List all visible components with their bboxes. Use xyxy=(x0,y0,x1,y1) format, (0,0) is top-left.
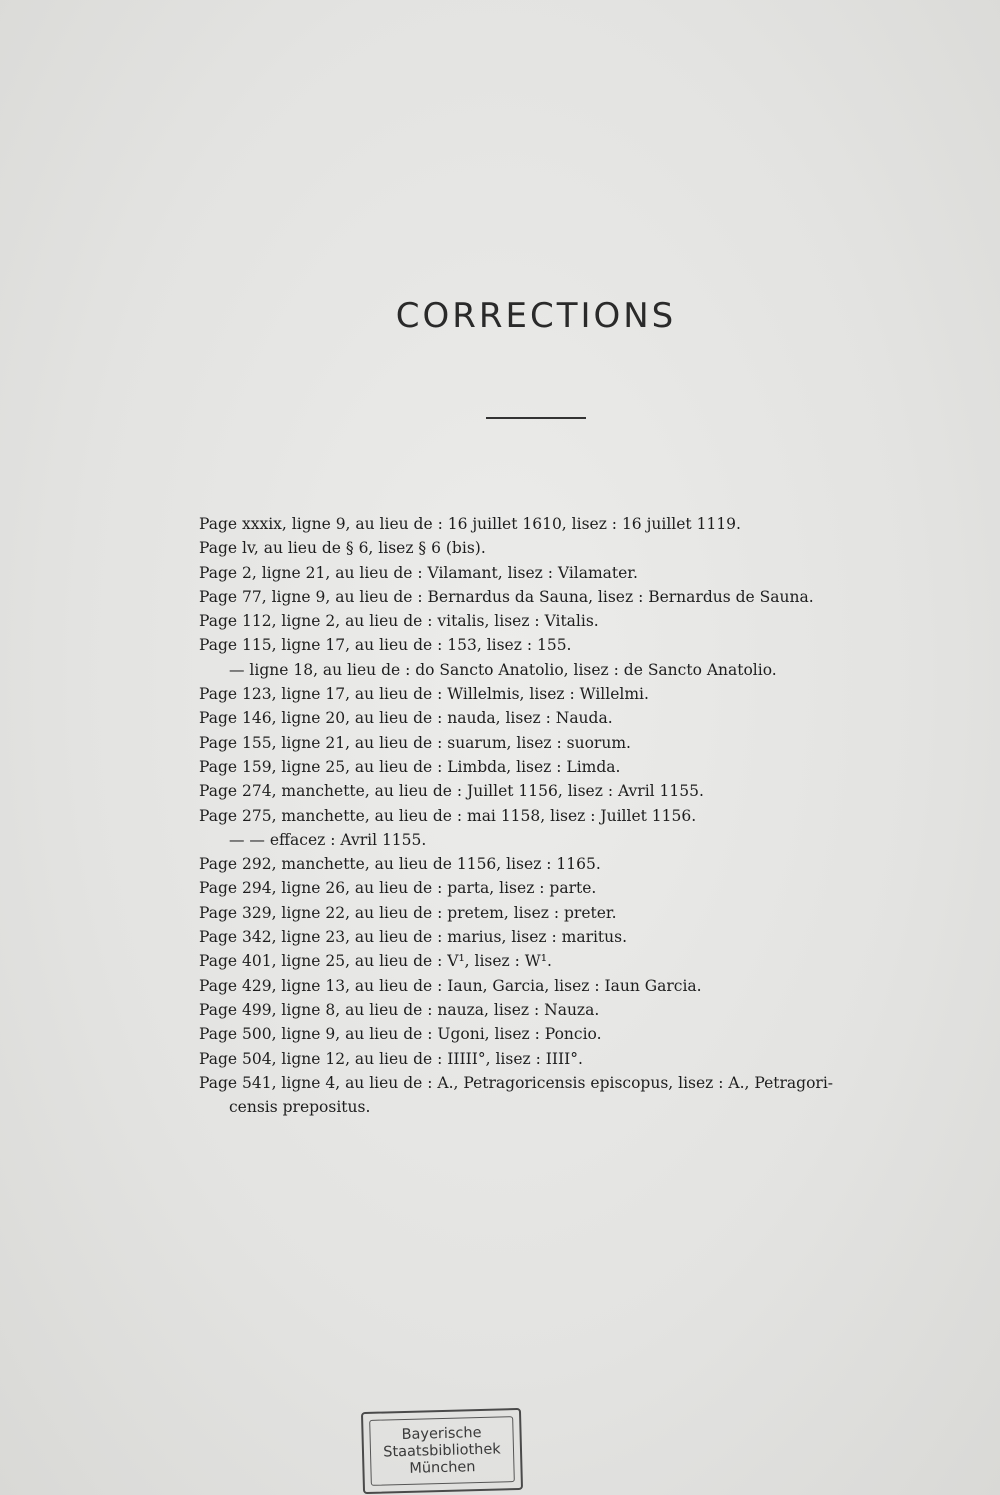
correction-item: Page 155, ligne 21, au lieu de : suarum, lisez : suorum. xyxy=(199,733,631,752)
correction-item: Page 499, ligne 8, au lieu de : nauza, lisez : Nauza. xyxy=(199,1000,600,1019)
correction-item: Page lv, au lieu de § 6, lisez § 6 (bis). xyxy=(199,539,486,558)
stamp-line: München xyxy=(409,1458,476,1477)
correction-item: Page 401, ligne 25, au lieu de : V¹, lisez : W¹. xyxy=(199,952,552,971)
correction-item: Page 77, ligne 9, au lieu de : Bernardus da Sauna, lisez : Bernardus de Sauna. xyxy=(199,587,814,606)
correction-item: — — effacez : Avril 1155. xyxy=(229,830,427,849)
correction-item: Page 342, ligne 23, au lieu de : marius, lisez : maritus. xyxy=(199,928,628,947)
title-rule xyxy=(486,417,586,419)
correction-item: Page 115, ligne 17, au lieu de : 153, lisez : 155. xyxy=(199,636,572,655)
correction-item: Page 429, ligne 13, au lieu de : Iaun, Garcia, lisez : Iaun Garcia. xyxy=(199,976,702,995)
correction-item: Page 274, manchette, au lieu de : Juillet 1156, lisez : Avril 1155. xyxy=(199,782,704,801)
correction-item: Page 294, ligne 26, au lieu de : parta, lisez : parte. xyxy=(199,879,597,898)
page-title: CORRECTIONS xyxy=(395,296,677,336)
stamp-line: Staatsbibliothek xyxy=(383,1440,501,1461)
correction-item: Page 500, ligne 9, au lieu de : Ugoni, lisez : Poncio. xyxy=(199,1025,602,1044)
stamp-line: Bayerische xyxy=(401,1424,482,1443)
correction-item: Page 329, ligne 22, au lieu de : pretem, lisez : preter. xyxy=(199,903,617,922)
correction-item: Page 112, ligne 2, au lieu de : vitalis, lisez : Vitalis. xyxy=(199,612,599,631)
correction-item: Page xxxix, ligne 9, au lieu de : 16 juillet 1610, lisez : 16 juillet 1119. xyxy=(199,515,741,533)
corrections-list xyxy=(199,512,889,1119)
correction-item-continuation: censis prepositus. xyxy=(229,1098,371,1117)
correction-item: — ligne 18, au lieu de : do Sancto Anatolio, lisez : de Sancto Anatolio. xyxy=(229,660,777,679)
correction-item: Page 504, ligne 12, au lieu de : IIIII°, lisez : IIII°. xyxy=(199,1049,583,1068)
correction-item: Page 2, ligne 21, au lieu de : Vilamant, lisez : Vilamater. xyxy=(199,563,638,582)
correction-item: Page 123, ligne 17, au lieu de : Willelmis, lisez : Willelmi. xyxy=(199,685,649,704)
correction-item: Page 275, manchette, au lieu de : mai 1158, lisez : Juillet 1156. xyxy=(199,806,697,825)
correction-item: Page 292, manchette, au lieu de 1156, lisez : 1165. xyxy=(199,855,601,874)
correction-item: Page 146, ligne 20, au lieu de : nauda, lisez : Nauda. xyxy=(199,709,613,728)
correction-item: Page 159, ligne 25, au lieu de : Limbda, lisez : Limda. xyxy=(199,757,621,776)
correction-item: Page 541, ligne 4, au lieu de : A., Petragoricensis episcopus, lisez : A., Petragori- xyxy=(199,1073,834,1092)
library-stamp xyxy=(361,1408,523,1494)
